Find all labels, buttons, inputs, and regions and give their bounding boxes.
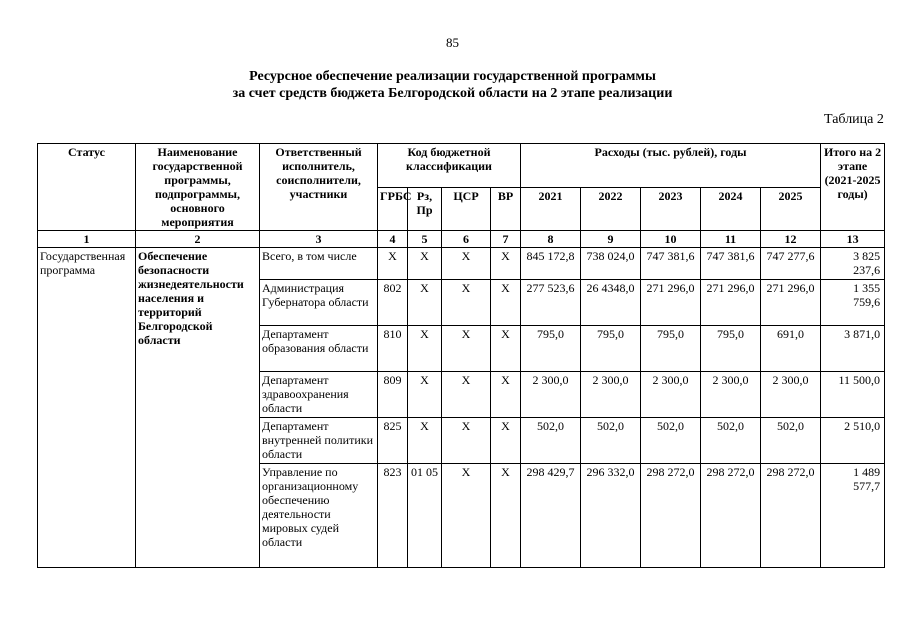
column-number: 1	[38, 231, 136, 248]
amount-2024-cell: 502,0	[701, 418, 761, 464]
header-grbs: ГРБС	[378, 187, 408, 231]
amount-2021-cell: 2 300,0	[521, 372, 581, 418]
budget-table	[37, 143, 885, 568]
column-number: 6	[442, 231, 491, 248]
csr-cell: Х	[442, 248, 491, 280]
amount-2024-cell: 747 381,6	[701, 248, 761, 280]
vr-cell: Х	[491, 248, 521, 280]
amount-2022-cell: 2 300,0	[581, 372, 641, 418]
amount-2024-cell: 2 300,0	[701, 372, 761, 418]
rzpr-cell: Х	[408, 280, 442, 326]
csr-cell: Х	[442, 280, 491, 326]
column-number: 5	[408, 231, 442, 248]
header-year-2021: 2021	[521, 187, 581, 231]
header-year-2025: 2025	[761, 187, 821, 231]
grbs-cell: Х	[378, 248, 408, 280]
header-executor: Ответственный исполнитель, соисполнители, участники	[260, 144, 378, 231]
grbs-cell: 809	[378, 372, 408, 418]
column-number: 11	[701, 231, 761, 248]
csr-cell: Х	[442, 418, 491, 464]
total-cell	[821, 326, 885, 372]
amount-2023-cell: 2 300,0	[641, 372, 701, 418]
column-number: 10	[641, 231, 701, 248]
csr-cell: Х	[442, 372, 491, 418]
total-value-part-1: 3 871,0	[844, 327, 881, 341]
amount-2023-cell: 747 381,6	[641, 248, 701, 280]
amount-2022-cell: 738 024,0	[581, 248, 641, 280]
header-name: Наименование государственной программы, подпрограммы, основного мероприятия	[136, 144, 260, 231]
title-line-2: за счет средств бюджета Белгородской области на 2 этапе реализации	[232, 86, 673, 101]
rzpr-cell: Х	[408, 326, 442, 372]
total-value-part-1: 3 825	[853, 249, 881, 263]
vr-cell: Х	[491, 326, 521, 372]
column-number-row	[38, 231, 885, 248]
column-number: 9	[581, 231, 641, 248]
executor-cell: Всего, в том числе	[260, 248, 378, 280]
amount-2023-cell: 502,0	[641, 418, 701, 464]
header-row-1	[38, 144, 885, 188]
amount-2025-cell: 298 272,0	[761, 464, 821, 568]
column-number: 2	[136, 231, 260, 248]
program-name-cell: Обеспечение безопасности жизнедеятельности населения и территорий Белгородской области	[136, 248, 260, 568]
header-year-2024: 2024	[701, 187, 761, 231]
amount-2021-cell: 502,0	[521, 418, 581, 464]
amount-2025-cell: 747 277,6	[761, 248, 821, 280]
header-status: Статус	[38, 144, 136, 231]
rzpr-cell: Х	[408, 372, 442, 418]
total-value-part-1: 1 489	[853, 465, 881, 479]
header-vr: ВР	[491, 187, 521, 231]
grbs-cell: 802	[378, 280, 408, 326]
total-cell	[821, 372, 885, 418]
csr-cell: Х	[442, 326, 491, 372]
column-number: 12	[761, 231, 821, 248]
csr-cell: Х	[442, 464, 491, 568]
column-number: 13	[821, 231, 885, 248]
amount-2022-cell: 502,0	[581, 418, 641, 464]
rzpr-cell: Х	[408, 248, 442, 280]
header-rzpr: Рз, Пр	[408, 187, 442, 231]
total-cell	[821, 418, 885, 464]
amount-2025-cell: 691,0	[761, 326, 821, 372]
header-year-2023: 2023	[641, 187, 701, 231]
total-value-part-1: 2 510,0	[844, 419, 881, 433]
total-value-part-2: 577,7	[853, 479, 881, 493]
amount-2021-cell: 277 523,6	[521, 280, 581, 326]
header-year-2022: 2022	[581, 187, 641, 231]
document-title	[0, 68, 905, 102]
amount-2021-cell: 845 172,8	[521, 248, 581, 280]
column-number: 4	[378, 231, 408, 248]
executor-cell: Администрация Губернатора области	[260, 280, 378, 326]
executor-cell: Департамент здравоохранения области	[260, 372, 378, 418]
grbs-cell: 823	[378, 464, 408, 568]
header-total: Итого на 2 этапе (2021-2025 годы)	[821, 144, 885, 231]
header-expenses: Расходы (тыс. рублей), годы	[521, 144, 821, 188]
amount-2022-cell: 26 4348,0	[581, 280, 641, 326]
amount-2021-cell: 795,0	[521, 326, 581, 372]
amount-2022-cell: 795,0	[581, 326, 641, 372]
executor-cell: Департамент образования области	[260, 326, 378, 372]
amount-2024-cell: 298 272,0	[701, 464, 761, 568]
header-budget-code: Код бюджетной классификации	[378, 144, 521, 188]
vr-cell: Х	[491, 418, 521, 464]
column-number: 7	[491, 231, 521, 248]
amount-2025-cell: 502,0	[761, 418, 821, 464]
amount-2025-cell: 271 296,0	[761, 280, 821, 326]
column-number: 3	[260, 231, 378, 248]
amount-2021-cell: 298 429,7	[521, 464, 581, 568]
total-cell	[821, 280, 885, 326]
total-cell	[821, 248, 885, 280]
amount-2022-cell: 296 332,0	[581, 464, 641, 568]
amount-2023-cell: 271 296,0	[641, 280, 701, 326]
total-value-part-2: 237,6	[853, 263, 881, 277]
total-value-part-1: 11 500,0	[838, 373, 881, 387]
grbs-cell: 825	[378, 418, 408, 464]
amount-2023-cell: 298 272,0	[641, 464, 701, 568]
column-number: 8	[521, 231, 581, 248]
vr-cell: Х	[491, 372, 521, 418]
table-label: Таблица 2	[824, 112, 884, 127]
vr-cell: Х	[491, 280, 521, 326]
page-number: 85	[446, 35, 459, 50]
rzpr-cell: Х	[408, 418, 442, 464]
amount-2024-cell: 795,0	[701, 326, 761, 372]
rzpr-cell: 01 05	[408, 464, 442, 568]
vr-cell: Х	[491, 464, 521, 568]
title-line-1: Ресурсное обеспечение реализации государственной программы	[249, 69, 656, 84]
table-row	[38, 248, 885, 280]
total-value-part-1: 1 355	[853, 281, 881, 295]
total-cell	[821, 464, 885, 568]
total-value-part-2: 759,6	[853, 295, 881, 309]
amount-2024-cell: 271 296,0	[701, 280, 761, 326]
amount-2023-cell: 795,0	[641, 326, 701, 372]
header-csr: ЦСР	[442, 187, 491, 231]
executor-cell: Управление по организационному обеспечению деятельности мировых судей области	[260, 464, 378, 568]
status-cell: Государственная программа	[38, 248, 136, 568]
executor-cell: Департамент внутренней политики области	[260, 418, 378, 464]
amount-2025-cell: 2 300,0	[761, 372, 821, 418]
grbs-cell: 810	[378, 326, 408, 372]
